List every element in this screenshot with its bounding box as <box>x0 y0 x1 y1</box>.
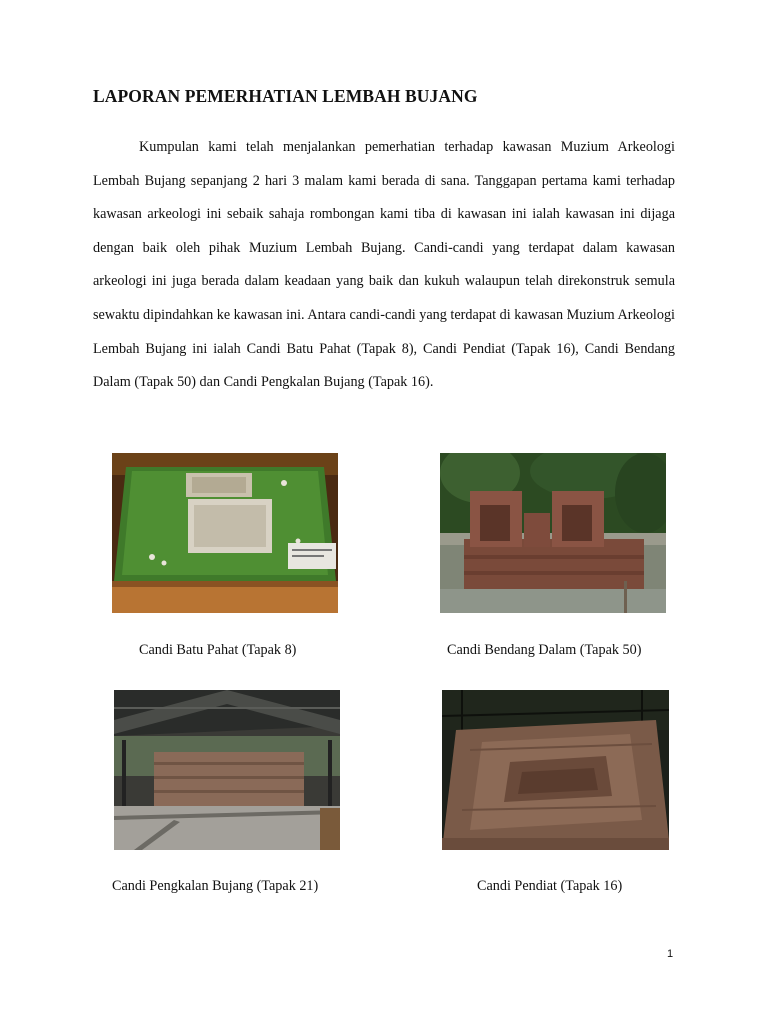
page-number: 1 <box>667 948 674 960</box>
photo-caption: Candi Bendang Dalam (Tapak 50) <box>447 642 642 658</box>
photo-caption: Candi Pengkalan Bujang (Tapak 21) <box>112 878 319 894</box>
photo-candi-pendiat <box>442 690 669 850</box>
photo-candi-batu-pahat <box>112 453 338 613</box>
photo-caption: Candi Batu Pahat (Tapak 8) <box>139 642 297 658</box>
body-paragraph: Kumpulan kami telah menjalankan pemerhatian terhadap kawasan Muzium Arkeologi Lembah Bujang sepanjang 2 hari 3 malam kami berada di sana. Tanggapan pertama kami terhadap kawasan arkeologi ini sebaik sahaja rombongan kami tiba di kawasan ini ialah kawasan ini dijaga dengan baik oleh pihak Muzium Lembah Bujang. Candi-candi yang terdapat dalam kawasan arkeologi ini juga berada dalam keadaan yang baik dan kukuh walaupun telah direkonstruk semula sewaktu dipindahkan ke kawasan ini. Antara candi-candi yang terdapat di kawasan Muzium Arkeologi Lembah Bujang ini ialah Candi Batu Pahat (Tapak 8), Candi Pendiat (Tapak 16), Candi Bendang Dalam (Tapak 50) dan Candi Pengkalan Bujang (Tapak 16). <box>93 139 675 391</box>
page-title: LAPORAN PEMERHATIAN LEMBAH BUJANG <box>93 86 478 106</box>
photo-caption: Candi Pendiat (Tapak 16) <box>477 878 623 894</box>
photo-candi-bendang-dalam <box>440 453 666 613</box>
photo-candi-pengkalan-bujang <box>114 690 340 850</box>
